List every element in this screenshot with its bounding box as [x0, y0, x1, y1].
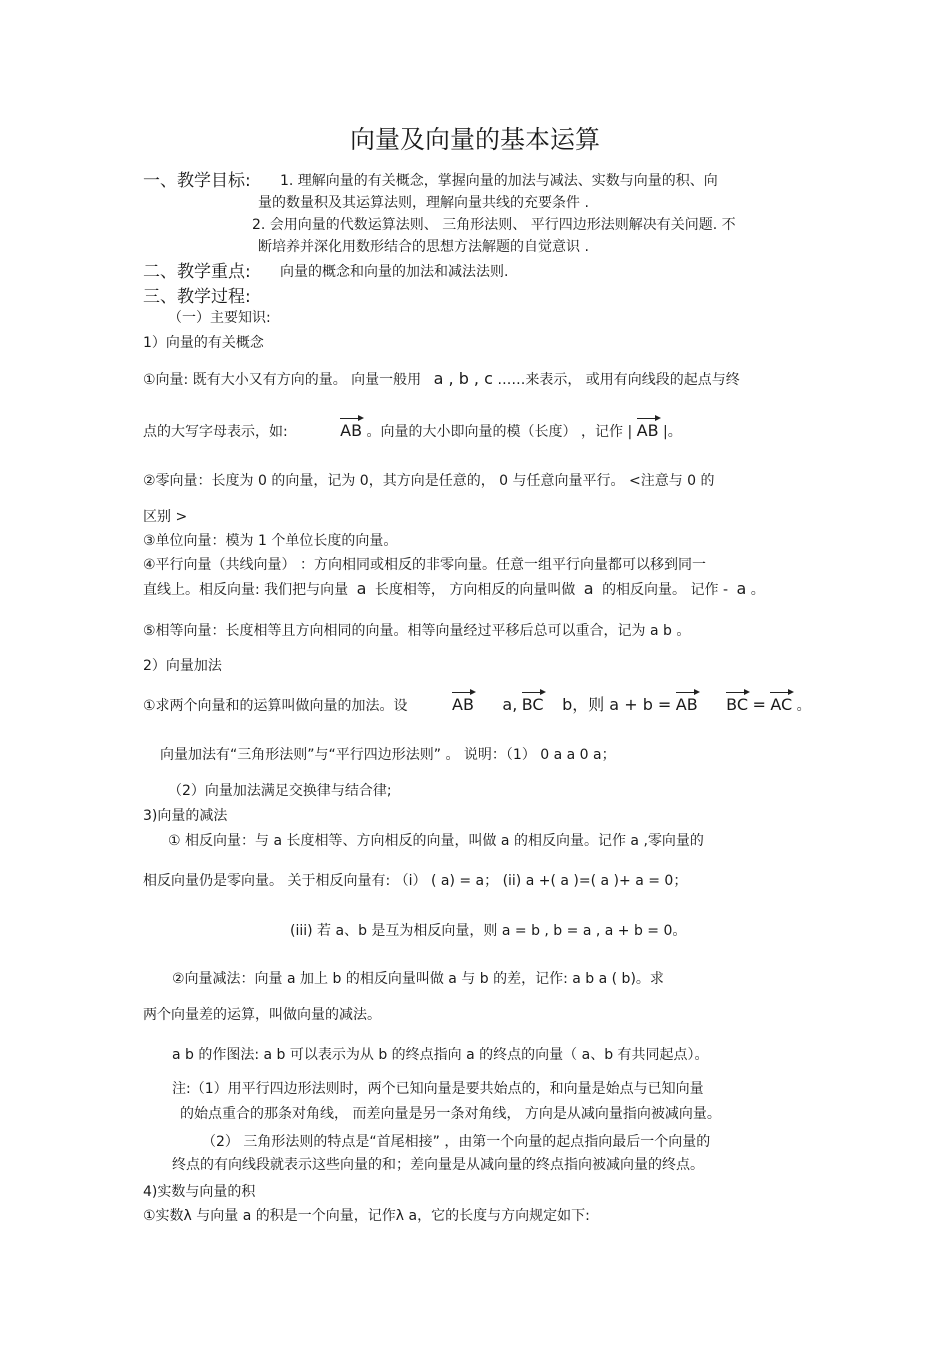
key-points-label: 二、教学重点:: [143, 262, 251, 282]
note-2b: 终点的有向线段就表示这些向量的和；差向量是从减向量的终点指向被减向量的终点。: [172, 1157, 704, 1173]
vector-addition-line: [143, 696, 811, 715]
text: ……来表示， 或用有向线段的起点与终: [497, 372, 740, 388]
section-3-heading: 3)向量的减法: [143, 808, 228, 824]
process-label: 三、教学过程:: [143, 287, 251, 307]
vector-a: a: [736, 579, 747, 598]
text: 。: [750, 582, 765, 598]
vector-AB-modulus: AB: [636, 421, 659, 440]
addition-rules-line: 向量加法有“三角形法则”与“平行四边形法则” 。 说明：（1） 0 a a 0 a；: [160, 747, 616, 763]
text: a,: [502, 695, 518, 714]
text: 长度相等， 方向相反的向量叫做: [374, 582, 576, 598]
key-points-text: 向量的概念和向量的加法和减法法则.: [280, 264, 509, 280]
section-4-heading: 4)实数与向量的积: [143, 1184, 256, 1200]
opposite-vector-definition: ① 相反向量：与 a 长度相等、方向相反的向量，叫做 a 的相反向量。记作 a ,零向量的: [168, 833, 704, 849]
vector-AC: AC: [770, 695, 793, 714]
subtraction-definition: ②向量减法：向量 a 加上 b 的相反向量叫做 a 与 b 的差，记作: a b a ( b)。求: [172, 971, 664, 987]
section-2-heading: 2）向量加法: [143, 658, 222, 674]
vector-BC: BC: [521, 695, 544, 714]
section-1-heading: 1）向量的有关概念: [143, 335, 264, 351]
vector-AB: AB: [340, 421, 363, 440]
vector-notation-line: [143, 422, 682, 441]
vector-a: a: [356, 579, 367, 598]
text: 。向量的大小即向量的模（长度） ，记作 |: [366, 424, 633, 440]
opposite-vector-line: [143, 580, 765, 599]
text: 直线上。相反向量: 我们把与向量: [143, 582, 349, 598]
text: =: [752, 695, 766, 714]
text: 的相反向量。 记作 -: [602, 582, 729, 598]
opposite-vector-properties: 相反向量仍是零向量。 关于相反向量有: （i） ( a) = a； (ii) a +( a )=( a )+ a = 0；: [143, 873, 688, 889]
objective-1b: 量的数量积及其运算法则，理解向量共线的充要条件 .: [258, 195, 589, 211]
text: ①求两个向量和的运算叫做向量的加法。设: [143, 698, 408, 714]
equal-vector-line: ⑤相等向量：长度相等且方向相同的向量。相等向量经过平移后总可以重合，记为 a b 。: [143, 623, 691, 639]
vector-BC: BC: [726, 695, 749, 714]
objectives-label: 一、教学目标:: [143, 171, 251, 191]
subtraction-definition-cont: 两个向量差的运算，叫做向量的减法。: [143, 1007, 381, 1023]
note-2a: （2） 三角形法则的特点是“首尾相接” ，由第一个向量的起点指向最后一个向量的: [202, 1134, 711, 1150]
text: ①向量: 既有大小又有方向的量。 向量一般用: [143, 372, 422, 388]
text: 。: [796, 698, 811, 714]
scalar-product-line: ①实数λ 与向量 a 的积是一个向量，记作λ a，它的长度与方向规定如下:: [143, 1208, 590, 1224]
note-1b: 的始点重合的那条对角线， 而差向量是另一条对角线， 方向是从减向量指向被减向量。: [180, 1106, 721, 1122]
parallel-vector-line: ④平行向量（共线向量） ：方向相同或相反的非零向量。任意一组平行向量都可以移到同一: [143, 557, 706, 573]
zero-vector-line: ②零向量：长度为 0 的向量，记为 0，其方向是任意的， 0 与任意向量平行。 <注意与 0 的: [143, 473, 715, 489]
vectors-abc: a , b , c: [433, 369, 493, 388]
vector-definition-line: [143, 370, 740, 389]
opposite-vector-iii: (iii) 若 a、b 是互为相反向量，则 a = b , b = a , a + b = 0。: [290, 923, 687, 939]
page-title: 向量及向量的基本运算: [349, 125, 600, 154]
vector-AB: AB: [452, 695, 474, 714]
addition-laws-line: （2）向量加法满足交换律与结合律;: [168, 783, 392, 799]
objective-2b: 断培养并深化用数形结合的思想方法解题的自觉意识 .: [258, 239, 589, 255]
objective-2a: 2. 会用向量的代数运算法则、 三角形法则、 平行四边形法则解决有关问题. 不: [252, 217, 736, 233]
text: |。: [663, 424, 682, 440]
subtraction-construction: a b 的作图法: a b 可以表示为从 b 的终点指向 a 的终点的向量（ a、b 有共同起点）。: [172, 1047, 709, 1063]
vector-a: a: [583, 579, 594, 598]
text: 点的大写字母表示，如:: [143, 424, 288, 440]
main-knowledge-heading: （一）主要知识:: [168, 310, 271, 326]
zero-vector-note: 区别 >: [143, 509, 188, 525]
vector-AB: AB: [675, 695, 698, 714]
objective-1a: 1. 理解向量的有关概念，掌握向量的加法与减法、实数与向量的积、向: [280, 173, 718, 189]
text: b，则 a + b =: [562, 695, 672, 714]
unit-vector-line: ③单位向量：模为 1 个单位长度的向量。: [143, 533, 398, 549]
note-1a: 注:（1）用平行四边形法则时，两个已知向量是要共始点的，和向量是始点与已知向量: [172, 1081, 704, 1097]
